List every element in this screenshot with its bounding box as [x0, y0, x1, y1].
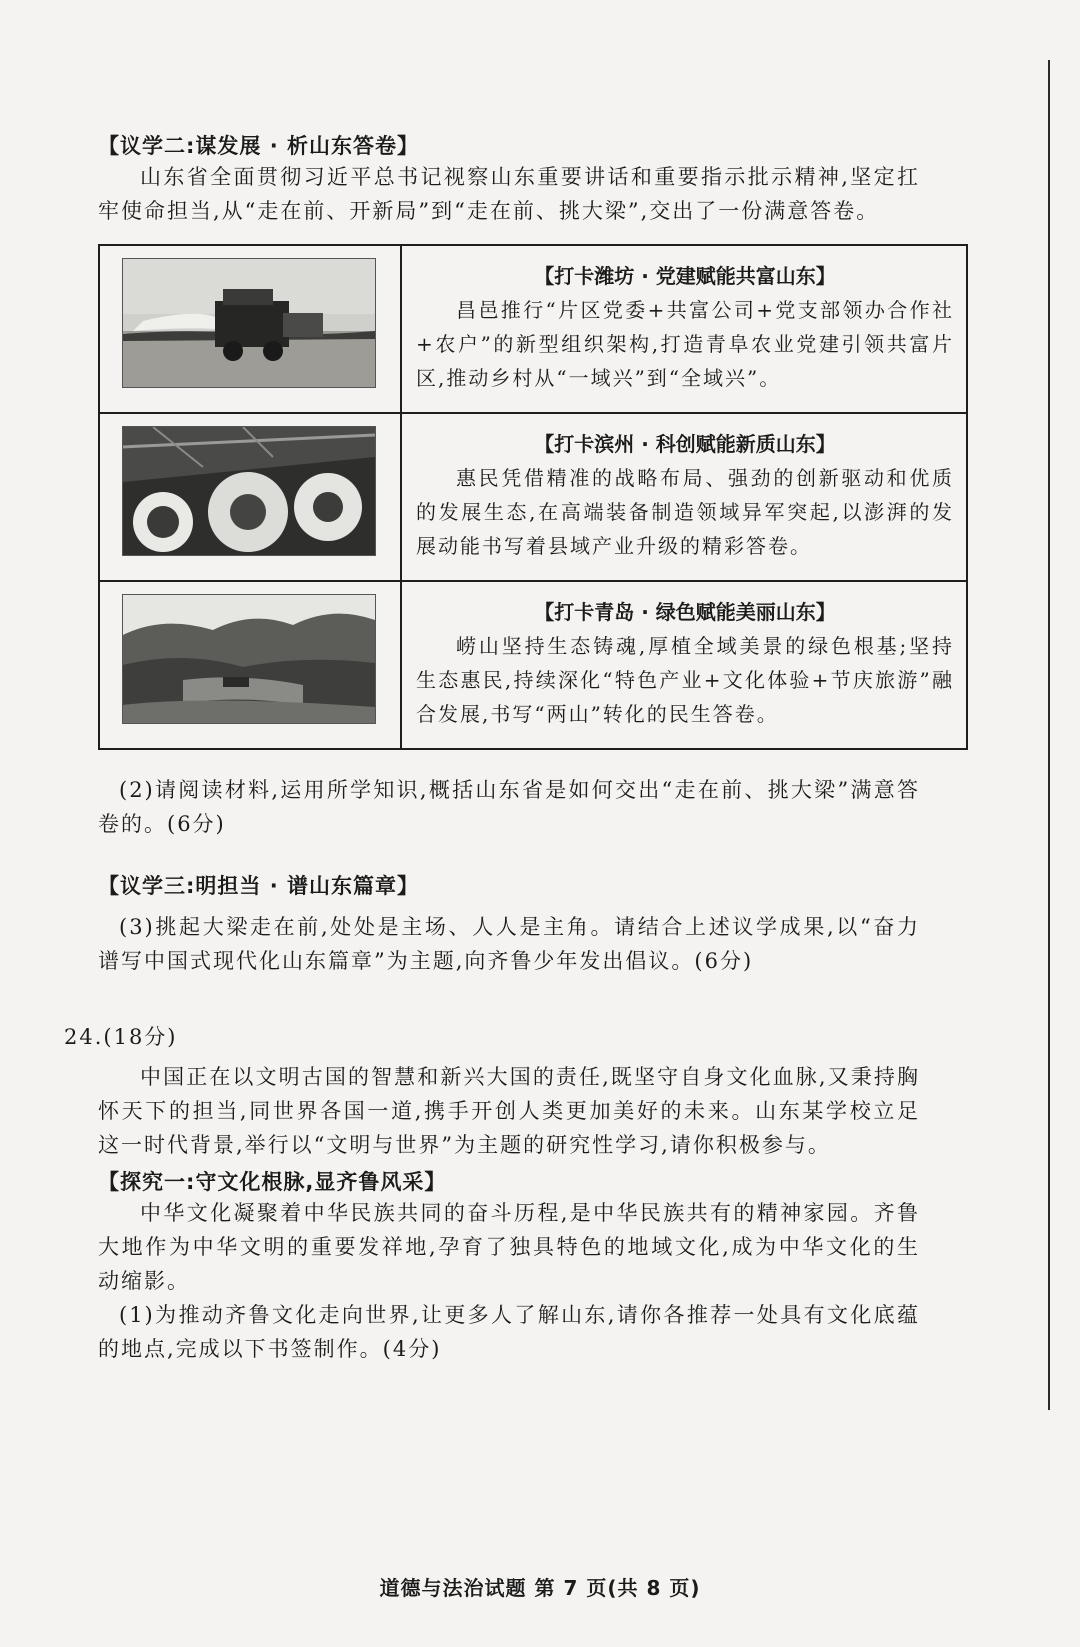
- card-body: 昌邑推行“片区党委+共富公司+党支部领办合作社+农户”的新型组织架构,打造青阜农业党建引领共富片区,推动乡村从“一域兴”到“全域兴”。: [416, 298, 954, 390]
- harvester-photo: [122, 258, 376, 388]
- page-footer: 道德与法治试题 第 7 页(共 8 页): [379, 1576, 701, 1600]
- question-24-intro: 中国正在以文明古国的智慧和新兴大国的责任,既坚守自身文化血脉,又秉持胸怀天下的担当,同世界各国一道,携手开创人类更加美好的未来。山东某学校立足这一时代背景,举行以“文明与世界”为主题的研究性学习,请你积极参与。: [98, 1065, 920, 1157]
- question-3: (3)挑起大梁走在前,处处是主场、人人是主角。请结合上述议学成果,以“奋力谱写中国式现代化山东篇章”为主题,向齐鲁少年发出倡议。(6分): [98, 915, 920, 973]
- question-24-number: 24.(18分): [64, 1025, 178, 1049]
- section3-heading: 【议学三:明担当 · 谱山东篇章】: [98, 874, 419, 898]
- checkin-table: [98, 244, 968, 750]
- card-text-qingdao: [401, 581, 967, 749]
- mountain-landscape-photo: [122, 594, 376, 724]
- question-2: (2)请阅读材料,运用所学知识,概括山东省是如何交出“走在前、挑大梁”满意答卷的。(6分): [98, 778, 920, 836]
- section2-intro: 山东省全面贯彻习近平总书记视察山东重要讲话和重要指示批示精神,坚定扛牢使命担当,从“走在前、开新局”到“走在前、挑大梁”,交出了一份满意答卷。: [98, 165, 920, 223]
- card-body: 崂山坚持生态铸魂,厚植全域美景的绿色根基;坚持生态惠民,持续深化“特色产业+文化体验+节庆旅游”融合发展,书写“两山”转化的民生答卷。: [416, 634, 954, 726]
- photo-cell-binzhou: [99, 413, 401, 581]
- section2-heading: 【议学二:谋发展 · 析山东答卷】: [98, 134, 419, 158]
- inquiry1-material: 中华文化凝聚着中华民族共同的奋斗历程,是中华民族共有的精神家园。齐鲁大地作为中华文明的重要发祥地,孕育了独具特色的地域文化,成为中华文化的生动缩影。: [98, 1201, 920, 1293]
- question-24-1: (1)为推动齐鲁文化走向世界,让更多人了解山东,请你各推荐一处具有文化底蕴的地点,完成以下书签制作。(4分): [98, 1303, 920, 1361]
- card-text-binzhou: [401, 413, 967, 581]
- card-row-weifang: [99, 245, 967, 413]
- card-title: 【打卡潍坊 · 党建赋能共富山东】: [534, 264, 836, 288]
- card-body: 惠民凭借精准的战略布局、强劲的创新驱动和优质的发展生态,在高端装备制造领域异军突起,以澎湃的发展动能书写着县域产业升级的精彩答卷。: [416, 466, 954, 558]
- card-text-weifang: [401, 245, 967, 413]
- inquiry1-heading: 【探究一:守文化根脉,显齐鲁风采】: [98, 1170, 447, 1194]
- photo-cell-qingdao: [99, 581, 401, 749]
- card-row-binzhou: [99, 413, 967, 581]
- card-row-qingdao: [99, 581, 967, 749]
- card-title: 【打卡青岛 · 绿色赋能美丽山东】: [534, 600, 836, 624]
- card-title: 【打卡滨州 · 科创赋能新质山东】: [534, 432, 836, 456]
- photo-cell-weifang: [99, 245, 401, 413]
- margin-rule: [1048, 60, 1050, 1410]
- factory-gears-photo: [122, 426, 376, 556]
